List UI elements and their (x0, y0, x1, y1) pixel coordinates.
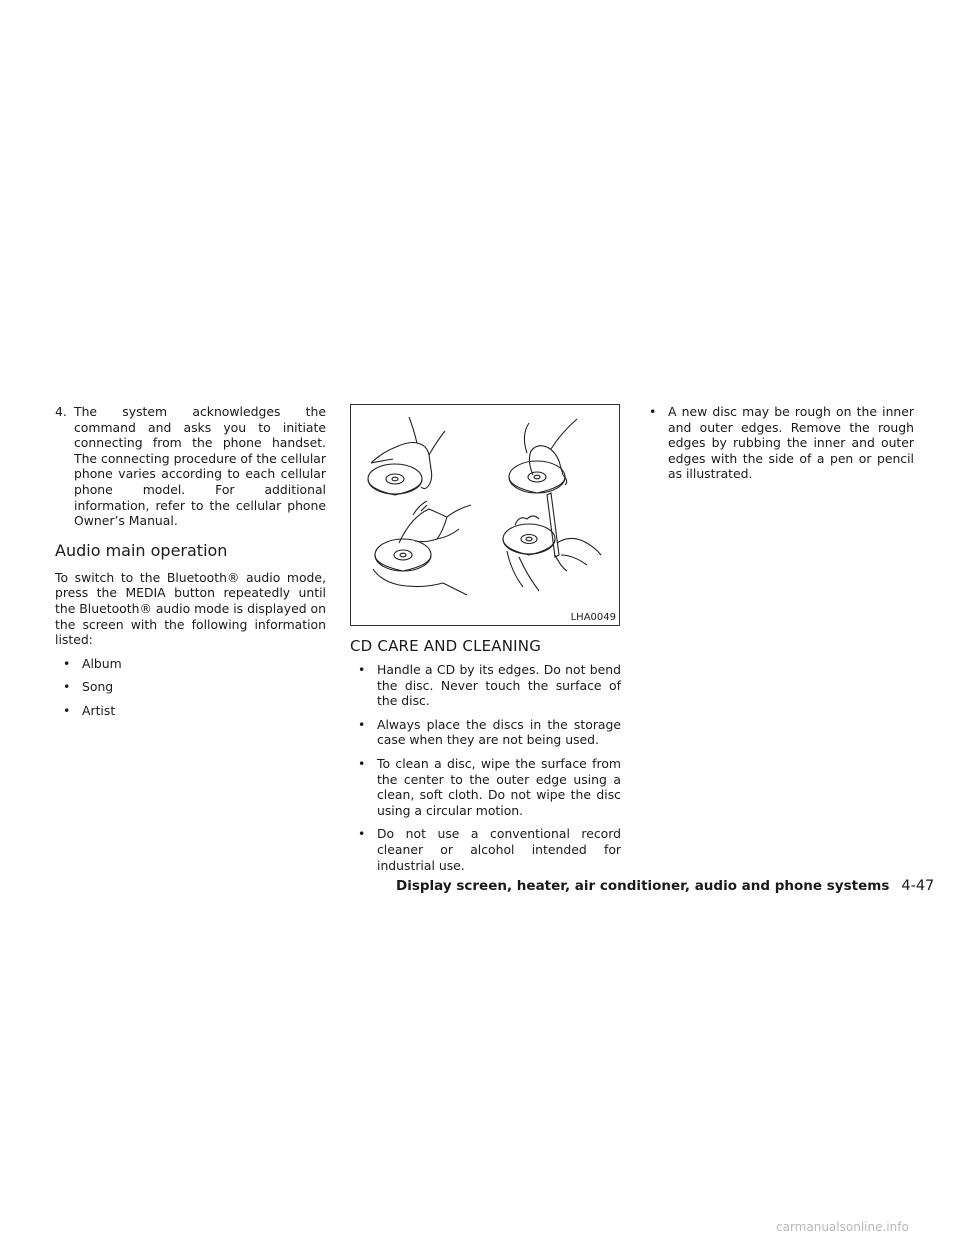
bullet-glyph: • (358, 716, 366, 732)
bullet-glyph: • (358, 755, 366, 771)
step-4 (55, 404, 326, 529)
list-item-text: Artist (82, 702, 116, 718)
list-item (62, 656, 326, 672)
bullet-glyph: • (358, 826, 366, 842)
step-number: 4. (55, 404, 67, 419)
right-column (648, 404, 914, 490)
section-heading-audio: Audio main operation (55, 540, 228, 560)
list-item-text: Song (82, 679, 114, 695)
disc-deburring-with-pen (503, 493, 601, 591)
step-text: The system acknowledges the command and asks you to initiate connecting from the phone handset. The connecting procedure of the cellular phone varies according to each cellular phone model. For additional information, refer to the cellular phone Owner’s Manual. (74, 404, 326, 529)
cd-handling-illustration (350, 404, 620, 626)
disc-held-by-hole (509, 419, 577, 493)
list-item (648, 404, 914, 482)
list-item-text: Always place the discs in the storage case when they are not being used. (377, 716, 621, 748)
page-number: 4-47 (901, 878, 935, 894)
new-disc-list (648, 404, 914, 482)
audio-intro-paragraph: To switch to the Bluetooth® audio mode, press the MEDIA button repeatedly until the Bluetooth® audio mode is displayed on the screen with the following information listed: (55, 569, 326, 648)
list-item (357, 662, 621, 709)
disc-held-by-edge (368, 417, 445, 495)
footer-section-title: Display screen, heater, air conditioner, audio and phone systems (396, 878, 890, 894)
list-item (357, 756, 621, 818)
watermark: carmanualsonline.info (776, 1220, 909, 1234)
figure-label: LHA0049 (570, 612, 616, 623)
list-item-text: Handle a CD by its edges. Do not bend the disc. Never touch the surface of the disc. (377, 662, 621, 709)
list-item (357, 717, 621, 748)
list-item (62, 703, 326, 719)
list-item-text: Do not use a conventional record cleaner or alcohol intended for industrial use. (377, 826, 621, 873)
bullet-glyph: • (358, 662, 366, 677)
bullet-glyph: • (63, 655, 71, 671)
cd-illustration-drawing (351, 405, 619, 625)
bullet-glyph: • (63, 679, 71, 695)
left-column (55, 404, 326, 727)
page-footer (396, 877, 934, 895)
disc-wiping-with-cloth (373, 501, 471, 595)
list-item (357, 826, 621, 873)
bullet-glyph: • (649, 404, 657, 419)
info-list (55, 656, 326, 719)
cd-care-list (350, 662, 621, 873)
list-item-text: To clean a disc, wipe the surface from the center to the outer edge using a clean, soft cloth. Do not wipe the disc using a circular motion. (377, 755, 621, 818)
middle-column (350, 404, 621, 881)
list-item (62, 679, 326, 695)
bullet-glyph: • (63, 702, 71, 718)
list-item-text: Album (82, 655, 122, 671)
list-item-text: A new disc may be rough on the inner and outer edges. Remove the rough edges by rubbing the inner and outer edges with the side of a pen or pencil as illustrated. (668, 404, 914, 482)
section-heading-cd-care: CD CARE AND CLEANING (350, 637, 542, 655)
